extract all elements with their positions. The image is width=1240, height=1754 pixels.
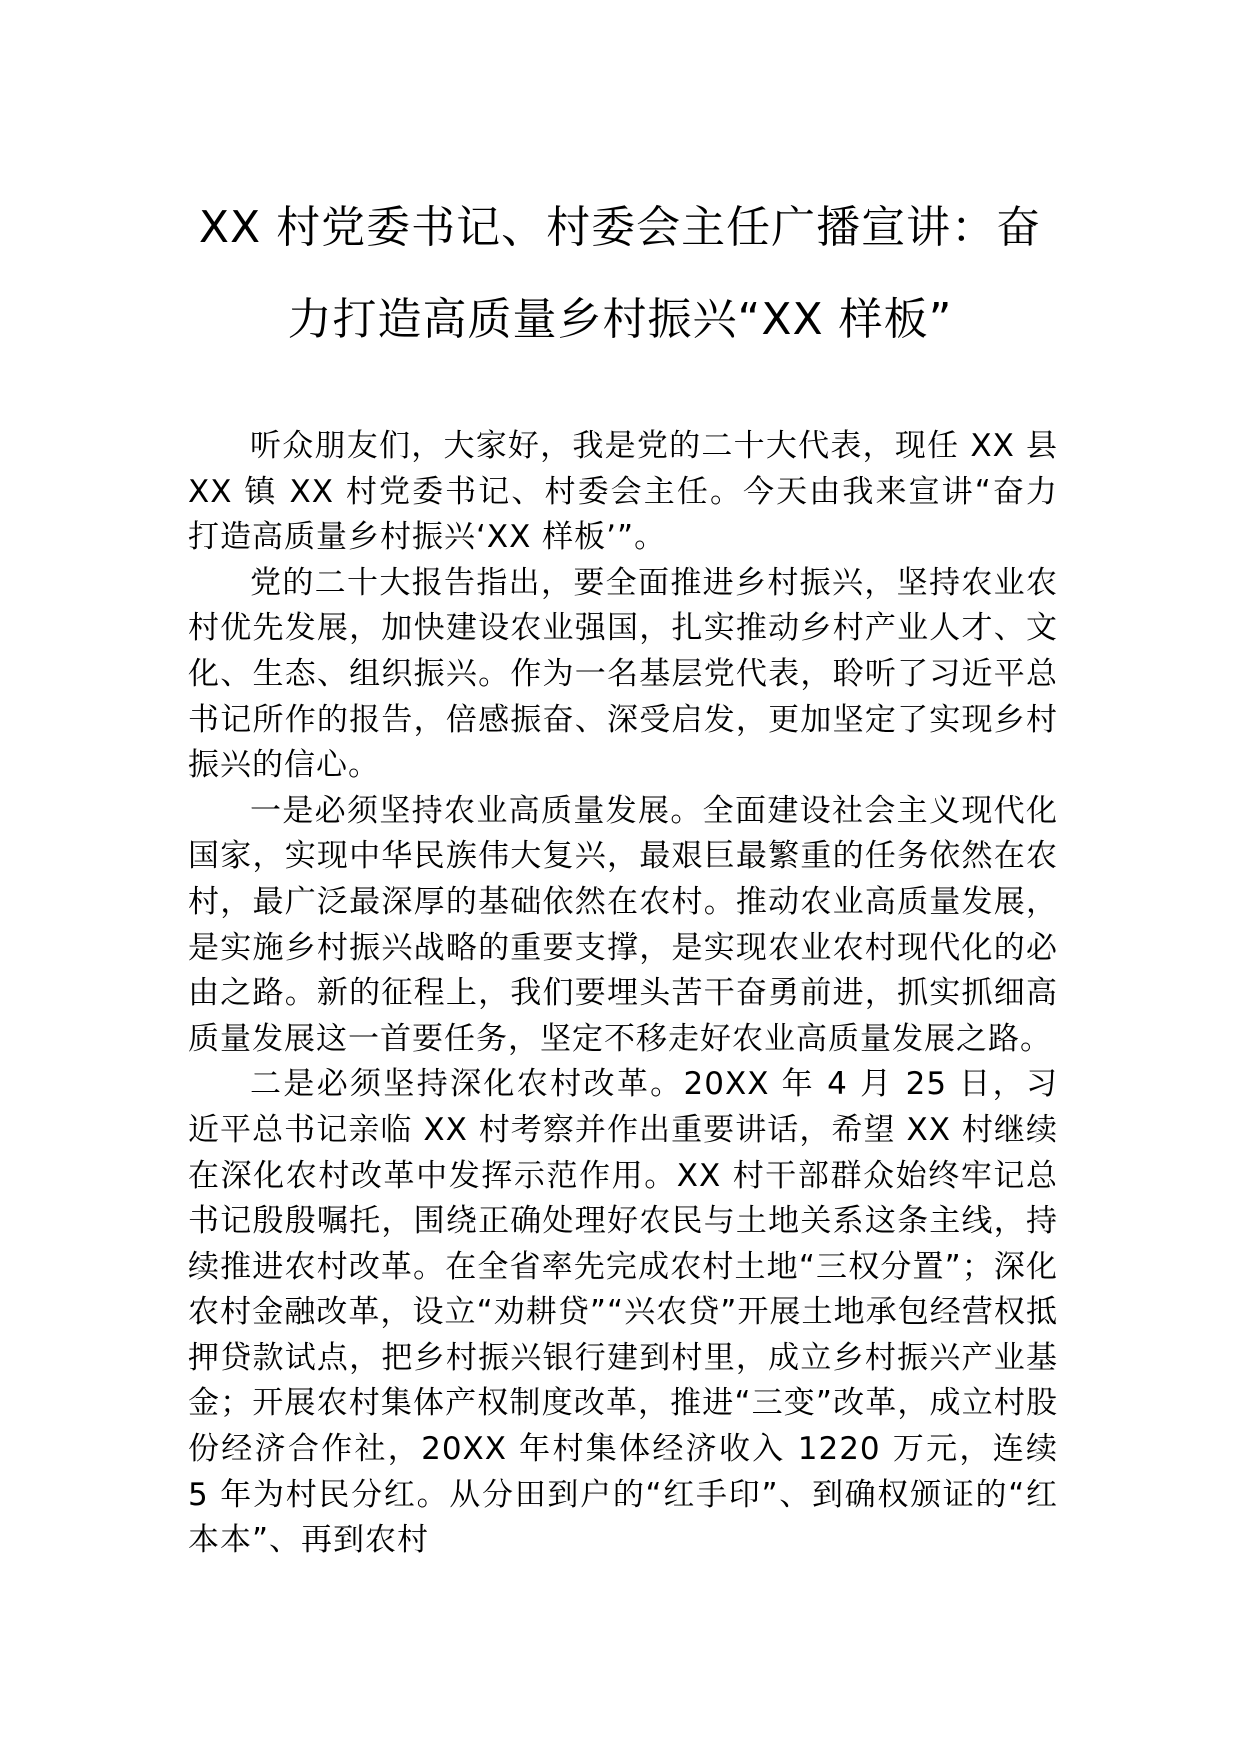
paragraph-greeting: 听众朋友们，大家好，我是党的二十大代表，现任 XX 县 XX 镇 XX 村党委书记、村委会主任。今天由我来宣讲“奋力打造高质量乡村振兴‘XX 样板’”。 — [188, 428, 1058, 556]
paragraph-point-one: 一是必须坚持农业高质量发展。全面建设社会主义现代化国家，实现中华民族伟大复兴，最艰巨最繁重的任务依然在农村，最广泛最深厚的基础依然在农村。推动农业高质量发展，是实施乡村振兴战略的重要支撑，是实现农业农村现代化的必由之路。新的征程上，我们要埋头苦干奋勇前进，抓实抓细高质量发展这一首要任务，坚定不移走好农业高质量发展之路。 — [188, 792, 1058, 1057]
document-body — [188, 424, 1058, 1564]
paragraph-point-two: 二是必须坚持深化农村改革。20XX 年 4 月 25 日，习近平总书记亲临 XX 村考察并作出重要讲话，希望 XX 村继续在深化农村改革中发挥示范作用。XX 村干部群众始终牢记总书记殷殷嘱托，围绕正确处理好农民与土地关系这条主线，持续推进农村改革。在全省率先完成农村土地“三权分置”；深化农村金融改革，设立“劝耕贷”“兴农贷”开展土地承包经营权抵押贷款试点，把乡村振兴银行建到村里，成立乡村振兴产业基金；开展农村集体产权制度改革，推进“三变”改革，成立村股份经济合作社，20XX 年村集体经济收入 1220 万元，连续 5 年为村民分红。从分田到户的“红手印”、到确权颁证的“红本本”、再到农村 — [188, 1066, 1058, 1559]
document-title — [150, 182, 1090, 366]
paragraph-report: 党的二十大报告指出，要全面推进乡村振兴，坚持农业农村优先发展，加快建设农业强国，扎实推动乡村产业人才、文化、生态、组织振兴。作为一名基层党代表，聆听了习近平总书记所作的报告，倍感振奋、深受启发，更加坚定了实现乡村振兴的信心。 — [188, 564, 1058, 784]
title-line-1: XX 村党委书记、村委会主任广播宣讲：奋 — [198, 202, 1042, 253]
title-line-2: 力打造高质量乡村振兴“XX 样板” — [287, 294, 953, 345]
